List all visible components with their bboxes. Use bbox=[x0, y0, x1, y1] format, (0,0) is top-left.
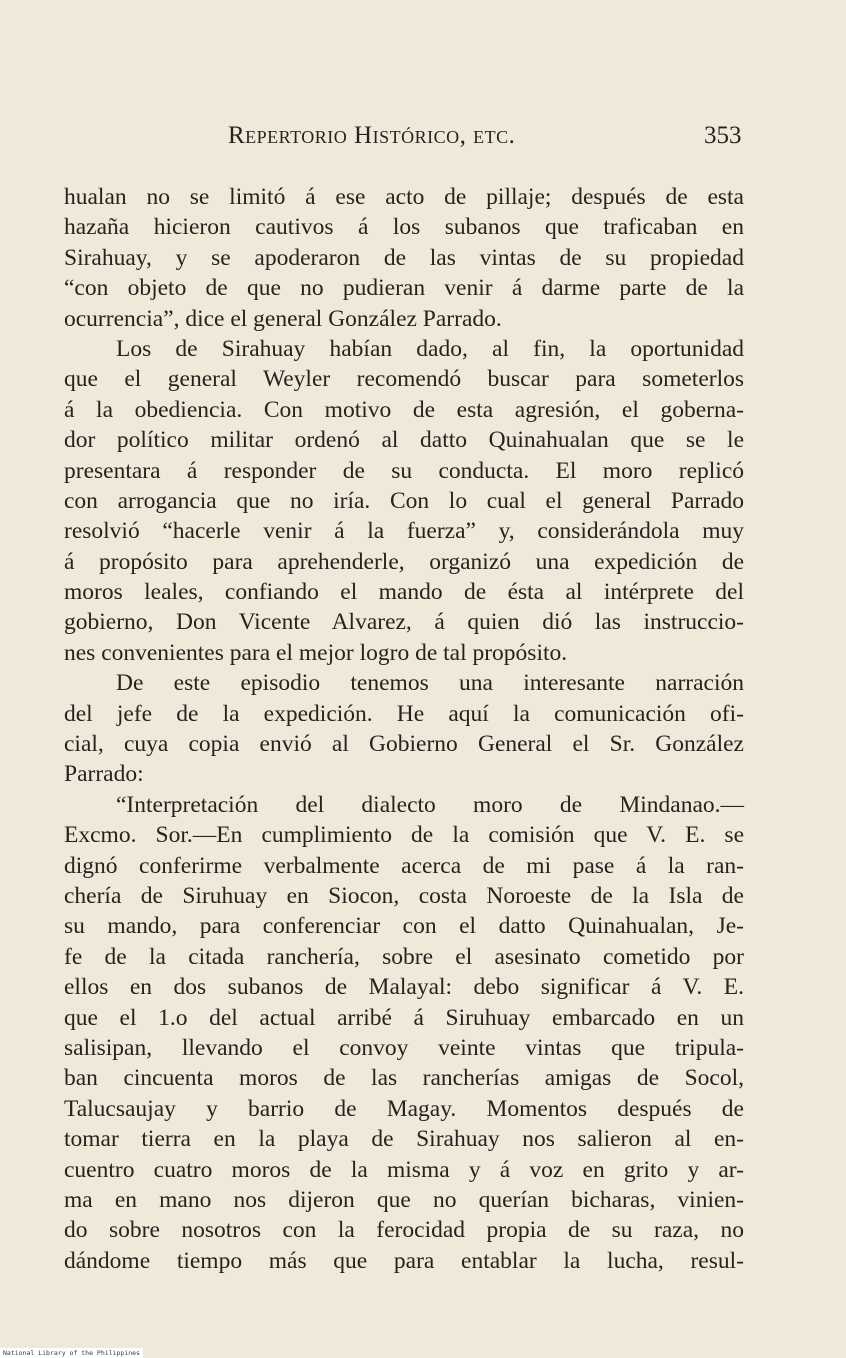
text-line: “Interpretación del dialecto moro de Mindanao.— bbox=[116, 791, 744, 818]
text-line: ma en mano nos dijeron que no querían bicharas, vinien- bbox=[64, 1186, 744, 1213]
text-line: Sirahuay, y se apoderaron de las vintas de su propiedad bbox=[64, 244, 744, 271]
text-line: que el general Weyler recomendó buscar para someterlos bbox=[64, 366, 744, 393]
body-text bbox=[64, 182, 744, 1276]
text-line: ban cincuenta moros de las rancherías amigas de Socol, bbox=[64, 1065, 744, 1092]
text-line: gobierno, Don Vicente Alvarez, á quien dió las instruccio- bbox=[64, 609, 744, 636]
text-line: De este episodio tenemos una interesante narración bbox=[116, 670, 744, 697]
text-line: fe de la citada ranchería, sobre el asesinato cometido por bbox=[64, 943, 744, 970]
text-line: cial, cuya copia envió al Gobierno General el Sr. González bbox=[64, 731, 744, 758]
text-line: hazaña hicieron cautivos á los subanos que traficaban en bbox=[64, 214, 744, 241]
text-line: á la obediencia. Con motivo de esta agresión, el goberna- bbox=[64, 396, 744, 423]
text-line: dándome tiempo más que para entablar la lucha, resul- bbox=[64, 1247, 744, 1274]
text-line: tomar tierra en la playa de Sirahuay nos salieron al en- bbox=[64, 1126, 744, 1153]
text-line: del jefe de la expedición. He aquí la comunicación ofi- bbox=[64, 700, 744, 727]
text-line: Los de Sirahuay habían dado, al fin, la oportunidad bbox=[116, 335, 744, 362]
text-line: presentara á responder de su conducta. El moro replicó bbox=[64, 457, 744, 484]
text-line: salisipan, llevando el convoy veinte vintas que tripula- bbox=[64, 1034, 744, 1061]
text-line: “con objeto de que no pudieran venir á darme parte de la bbox=[64, 275, 744, 302]
text-line: cuentro cuatro moros de la misma y á voz en grito y ar- bbox=[64, 1156, 744, 1183]
text-line: dignó conferirme verbalmente acerca de mi pase á la ran- bbox=[64, 852, 744, 879]
text-line: su mando, para conferenciar con el datto Quinahualan, Je- bbox=[64, 913, 744, 940]
page-number: 353 bbox=[704, 122, 742, 149]
text-line: ocurrencia”, dice el general González Parrado. bbox=[64, 305, 502, 332]
text-line: moros leales, confiando el mando de ésta al intérprete del bbox=[64, 579, 744, 606]
text-line: Talucsaujay y barrio de Magay. Momentos después de bbox=[64, 1095, 744, 1122]
text-line: resolvió “hacerle venir á la fuerza” y, considerándola muy bbox=[64, 518, 744, 545]
text-line: con arrogancia que no iría. Con lo cual el general Parrado bbox=[64, 487, 744, 514]
text-line: chería de Siruhuay en Siocon, costa Noroeste de la Isla de bbox=[64, 882, 744, 909]
text-line: á propósito para aprehenderle, organizó una expedición de bbox=[64, 548, 744, 575]
text-line: que el 1.o del actual arribé á Siruhuay embarcado en un bbox=[64, 1004, 744, 1031]
running-title: Repertorio Histórico, etc. bbox=[228, 122, 516, 149]
text-line: Excmo. Sor.—En cumplimiento de la comisión que V. E. se bbox=[64, 822, 744, 849]
text-line: Parrado: bbox=[64, 761, 144, 788]
text-line: dor político militar ordenó al datto Quinahualan que se le bbox=[64, 427, 744, 454]
text-line: do sobre nosotros con la ferocidad propia de su raza, no bbox=[64, 1217, 744, 1244]
text-line: hualan no se limitó á ese acto de pillaje; después de esta bbox=[64, 184, 744, 210]
scan-credit: National Library of the Philippines bbox=[0, 1348, 143, 1358]
text-line: nes convenientes para el mejor logro de tal propósito. bbox=[64, 639, 568, 666]
text-line: ellos en dos subanos de Malayal: debo significar á V. E. bbox=[64, 974, 744, 1001]
